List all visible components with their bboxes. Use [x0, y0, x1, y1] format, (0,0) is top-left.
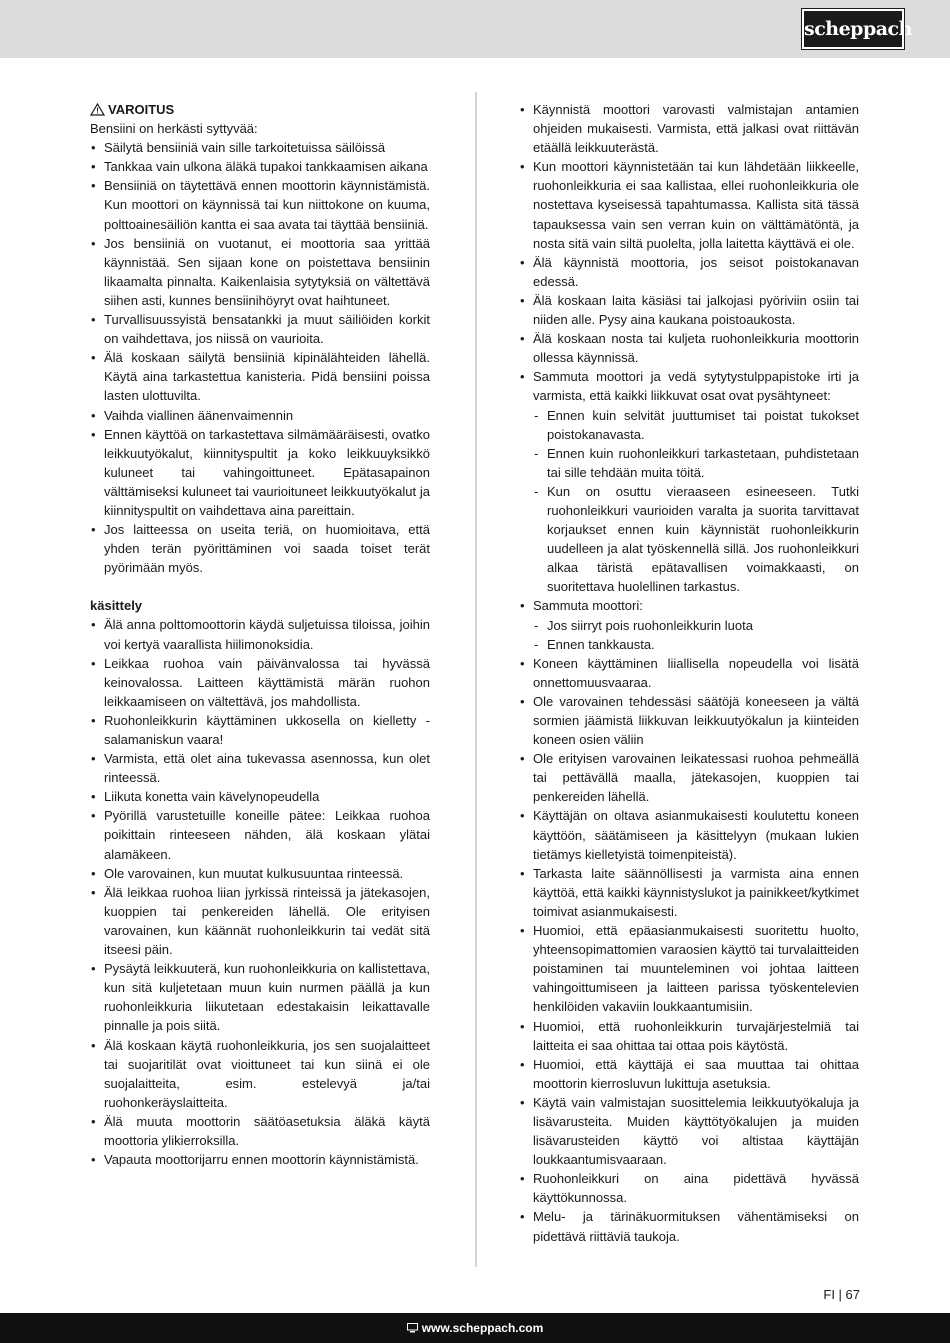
- bullet-text: Melu- ja tärinäkuormituksen vähentämiseksi on pidettävä riittäviä taukoja.: [533, 1209, 859, 1244]
- bullet-item: [90, 1112, 430, 1150]
- bullet-text: Bensiiniä on täytettävä ennen moottorin käynnistämistä. Kun moottori on käynnissä tai kun niittokone on kuuma, polttoainesäiliön kantta ei saa avata tai täyttää bensiiniä.: [104, 178, 430, 232]
- bullet-text: Älä anna polttomoottorin käydä suljetuissa tiloissa, joihin voi kertyä vaarallista hiilimonoksidia.: [104, 617, 430, 652]
- bullet-item: [519, 806, 859, 863]
- bullet-text: Käynnistä moottori varovasti valmistajan antamien ohjeiden mukaisesti. Varmista, että jalkasi ovat riittävän etäällä leikkuuterästä.: [533, 102, 859, 156]
- warning-list: [90, 138, 430, 577]
- bullet-text: Sammuta moottori ja vedä sytytystulppapistoke irti ja varmista, että kaikki liikkuvat osat ovat pysähtyneet:: [533, 369, 859, 404]
- sub-list-item: - Jos siirryt pois ruohonleikkurin luota: [519, 616, 859, 635]
- bullet-text: Säilytä bensiiniä vain sille tarkoitetuissa säilöissä: [104, 140, 386, 156]
- bullet-item: [90, 520, 430, 577]
- header-band: [0, 0, 950, 58]
- handling-list: [90, 615, 430, 1169]
- bullet-text: Koneen käyttäminen liiallisella nopeudella voi lisätä onnettomuusvaaraa.: [533, 655, 859, 690]
- bullet-item: [519, 692, 859, 749]
- bullet-item: [90, 711, 430, 749]
- bullet-item: [519, 367, 859, 405]
- bullet-item: [519, 329, 859, 367]
- bullet-item: [90, 176, 430, 233]
- bullet-item: [90, 425, 430, 520]
- bullet-text: Ruohonleikkurin käyttäminen ukkosella on kielletty - salamaniskun vaara!: [104, 712, 430, 747]
- bullet-text: Huomioi, että käyttäjä ei saa muuttaa tai ohittaa moottorin kierrosluvun lukittuja asetuksia.: [533, 1056, 859, 1091]
- bullet-text: Ole varovainen, kun muutat kulkusuuntaa rinteessä.: [104, 865, 404, 881]
- monitor-icon: [407, 1323, 418, 1333]
- page-number: FI | 67: [823, 1287, 860, 1302]
- right-list: [519, 100, 859, 1246]
- bullet-item: [519, 921, 859, 1016]
- bullet-text: Sammuta moottori:: [533, 598, 643, 614]
- bullet-text: Leikkaa ruohoa vain päivänvalossa tai hyvässä keinovalossa. Laitteen käyttämistä märän ruohon leikkaamiseen on vältettävä, jos mahdollista.: [104, 655, 430, 709]
- footer-band: [0, 1313, 950, 1343]
- bullet-item: [519, 100, 859, 157]
- bullet-text: Älä koskaan säilytä bensiiniä kipinälähteiden lähellä. Käytä aina tarkastettua kanisteria. Pidä bensiini poissa lasten ulottuvilta.: [104, 350, 430, 404]
- bullet-item: [519, 1055, 859, 1093]
- bullet-text: Älä koskaan nosta tai kuljeta ruohonleikkuria moottorin ollessa käynnissä.: [533, 331, 859, 366]
- bullet-item: [90, 787, 430, 806]
- right-column: [519, 100, 859, 1246]
- bullet-text: Liikuta konetta vain kävelynopeudella: [104, 789, 320, 805]
- bullet-text: Varmista, että olet aina tukevassa asennossa, kun olet rinteessä.: [104, 751, 430, 786]
- bullet-item: [90, 654, 430, 711]
- sub-list: [519, 616, 859, 654]
- warning-triangle-icon: [90, 103, 105, 116]
- bullet-text: Kun moottori käynnistetään tai kun lähdetään liikkeelle, ruohonleikkuria ei saa kallistaa, ellei ruohonleikkuria ole nostettava kyseisessä tapahtumassa. Kallista sitä tässä tapauksessa vain sen verran kuin on välttämätöntä, ja nosta sitä vain siltä puolelta, jolla laitetta käyttävä ei ole.: [533, 159, 859, 251]
- bullet-item: [90, 348, 430, 405]
- bullet-item: [90, 749, 430, 787]
- bullet-item: [519, 864, 859, 921]
- bullet-item: [90, 864, 430, 883]
- bullet-item: [519, 291, 859, 329]
- bullet-item: [519, 1017, 859, 1055]
- bullet-item: [519, 253, 859, 291]
- bullet-text: Älä muuta moottorin säätöasetuksia äläkä käytä moottoria ylikierroksilla.: [104, 1113, 430, 1148]
- bullet-item: [90, 1036, 430, 1112]
- bullet-item: [90, 615, 430, 653]
- bullet-text: Vaihda viallinen äänenvaimennin: [104, 407, 294, 423]
- bullet-text: Jos bensiiniä on vuotanut, ei moottoria saa yrittää käynnistää. Sen sijaan kone on poistettava bensiinin likaamalta pinnalta. Kaikenlaisia sytytyksiä on vältettävä siihen asti, kunnes bensiinihöyryt ovat haihtuneet.: [104, 235, 430, 308]
- bullet-item: [90, 234, 430, 310]
- bullet-item: [519, 1207, 859, 1245]
- bullet-item: [90, 1150, 430, 1169]
- sub-list-item: - Ennen tankkausta.: [519, 635, 859, 654]
- left-column: [90, 100, 430, 1169]
- bullet-text: Älä käynnistä moottoria, jos seisot poistokanavan edessä.: [533, 254, 859, 289]
- bullet-text: Huomioi, että epäasianmukaisesti suoritettu huolto, yhteensopimattomien varaosien käyttö tai turvalaitteiden poistaminen tai muunteleminen voi johtaa laitteen vahingoittumiseen ja laitteen parissa työskentelevien henkilöiden vakaviin loukkaantumisiin.: [533, 923, 859, 1015]
- bullet-text: Ruohonleikkuri on aina pidettävä hyvässä käyttökunnossa.: [533, 1171, 859, 1206]
- sub-list-item: - Ennen kuin selvität juuttumiset tai poistat tukokset poistokanavasta.: [519, 406, 859, 444]
- sub-list-item: - Ennen kuin ruohonleikkuri tarkastetaan, puhdistetaan tai sille tehdään muita töitä.: [519, 444, 859, 482]
- bullet-text: Älä koskaan käytä ruohonleikkuria, jos sen suojalaitteet tai suojaritilät ovat vioittuneet tai kun siinä ei ole suojalaitteita, esim. estelevyä ja/tai ruohonkeräyslaitteita.: [104, 1037, 430, 1110]
- bullet-text: Käytä vain valmistajan suosittelemia leikkuutyökaluja ja lisävarusteita. Muiden käyttötyökalujen ja muiden lisävarusteiden käyttö voi altistaa käyttäjän loukkaantumisvaaraan.: [533, 1094, 859, 1168]
- sub-list: [519, 406, 859, 597]
- bullet-item: [90, 883, 430, 959]
- warning-title: VAROITUS: [108, 102, 175, 117]
- bullet-text: Tankkaa vain ulkona äläkä tupakoi tankkaamisen aikana: [104, 159, 428, 175]
- bullet-text: Huomioi, että ruohonleikkurin turvajärjestelmiä tai laitteita ei saa ohittaa tai ottaa pois käytöstä.: [533, 1018, 859, 1053]
- column-divider: [475, 92, 477, 1267]
- bullet-item: [519, 1169, 859, 1207]
- bullet-text: Vapauta moottorijarru ennen moottorin käynnistämistä.: [104, 1152, 419, 1168]
- bullet-text: Ennen käyttöä on tarkastettava silmämääräisesti, ovatko leikkuutyökalut, kiinnityspultit ja koko leikkuuyksikkö kuluneet tai vahingoittuneet. Epätasapainon välttämiseksi kuluneet tai vaurioituneet leikkuutyökalut ja kiinnityspultit on vaihdettava aina pareittain.: [104, 426, 430, 518]
- bullet-text: Pyörillä varustetuille koneille pätee: Leikkaa ruohoa poikittain rinteeseen nähden, älä koskaan ylätai alamäkeen.: [104, 808, 430, 862]
- sub-list-item: - Kun on osuttu vieraaseen esineeseen. Tutki ruohonleikkuri vaurioiden varalta ja suorita tarvittavat korjaukset ennen kuin käynnistät ruohonleikkurin uudelleen ja alat työskennellä sillä. Jos ruohonleikkuri alkaa täristä epätavallisen voimakkaasti, on suoritettava huolellinen tarkastus.: [519, 482, 859, 597]
- bullet-item: [90, 806, 430, 863]
- bullet-text: Tarkasta laite säännöllisesti ja varmista aina ennen käyttöä, että kaikki käynnistyslukot ja painikkeet/kytkimet toimivat asianmukaisesti.: [533, 865, 859, 919]
- bullet-text: Älä koskaan laita käsiäsi tai jalkojasi pyöriviin osiin tai niiden alle. Pysy aina kaukana poistoaukosta.: [533, 292, 859, 328]
- warning-intro: Bensiini on herkästi syttyvää:: [90, 121, 258, 137]
- bullet-item: [519, 1093, 859, 1169]
- bullet-item: [90, 959, 430, 1035]
- bullet-text: Ole varovainen tehdessäsi säätöjä koneeseen ja vältä sormien jäämistä liikkuvan leikkuutyökalun ja kiinteiden koneen osien väliin: [533, 693, 859, 748]
- website-link[interactable]: www.scheppach.com: [421, 1321, 544, 1335]
- bullet-text: Ole erityisen varovainen leikatessasi ruohoa pehmeällä tai pettävällä maalla, jätekasojen, kuoppien tai penkereiden lähellä.: [533, 751, 859, 805]
- bullet-text: Käyttäjän on oltava asianmukaisesti koulutettu koneen käyttöön, säätämiseen ja käsittelyyn (mukaan lukien tietämys kielletyistä toimenpiteistä).: [533, 808, 859, 862]
- bullet-text: Älä leikkaa ruohoa liian jyrkissä rinteissä ja jätekasojen, kuoppien tai penkereiden lähellä. Ole erityisen varovainen, kun käännät ruohonleikkurin tai vedät sitä itseesi päin.: [104, 884, 430, 958]
- bullet-item: [519, 749, 859, 806]
- bullet-item: [90, 310, 430, 348]
- bullet-item: [519, 596, 859, 615]
- bullet-text: Turvallisuussyistä bensatankki ja muut säiliöiden korkit on vaihdettava, jos niissä on vaurioita.: [104, 312, 430, 347]
- brand-logo: scheppach: [802, 9, 904, 49]
- bullet-item: [90, 157, 430, 176]
- bullet-item: [519, 654, 859, 692]
- bullet-item: [519, 157, 859, 252]
- bullet-item: [90, 406, 430, 425]
- bullet-text: Pysäytä leikkuuterä, kun ruohonleikkuria on kallistettava, kun sitä kuljetetaan muun kuin nurmen päällä ja kun ruohonleikkuria liikutetaan edestakaisin leikattavalle pinnalle ja pois siitä.: [104, 961, 430, 1034]
- bullet-text: Jos laitteessa on useita teriä, on huomioitava, että yhden terän pyörittäminen voi saada toiset terät pyörimään myös.: [104, 522, 430, 576]
- bullet-item: [90, 138, 430, 157]
- handling-heading: käsittely: [90, 598, 143, 614]
- warning-heading: [90, 100, 430, 119]
